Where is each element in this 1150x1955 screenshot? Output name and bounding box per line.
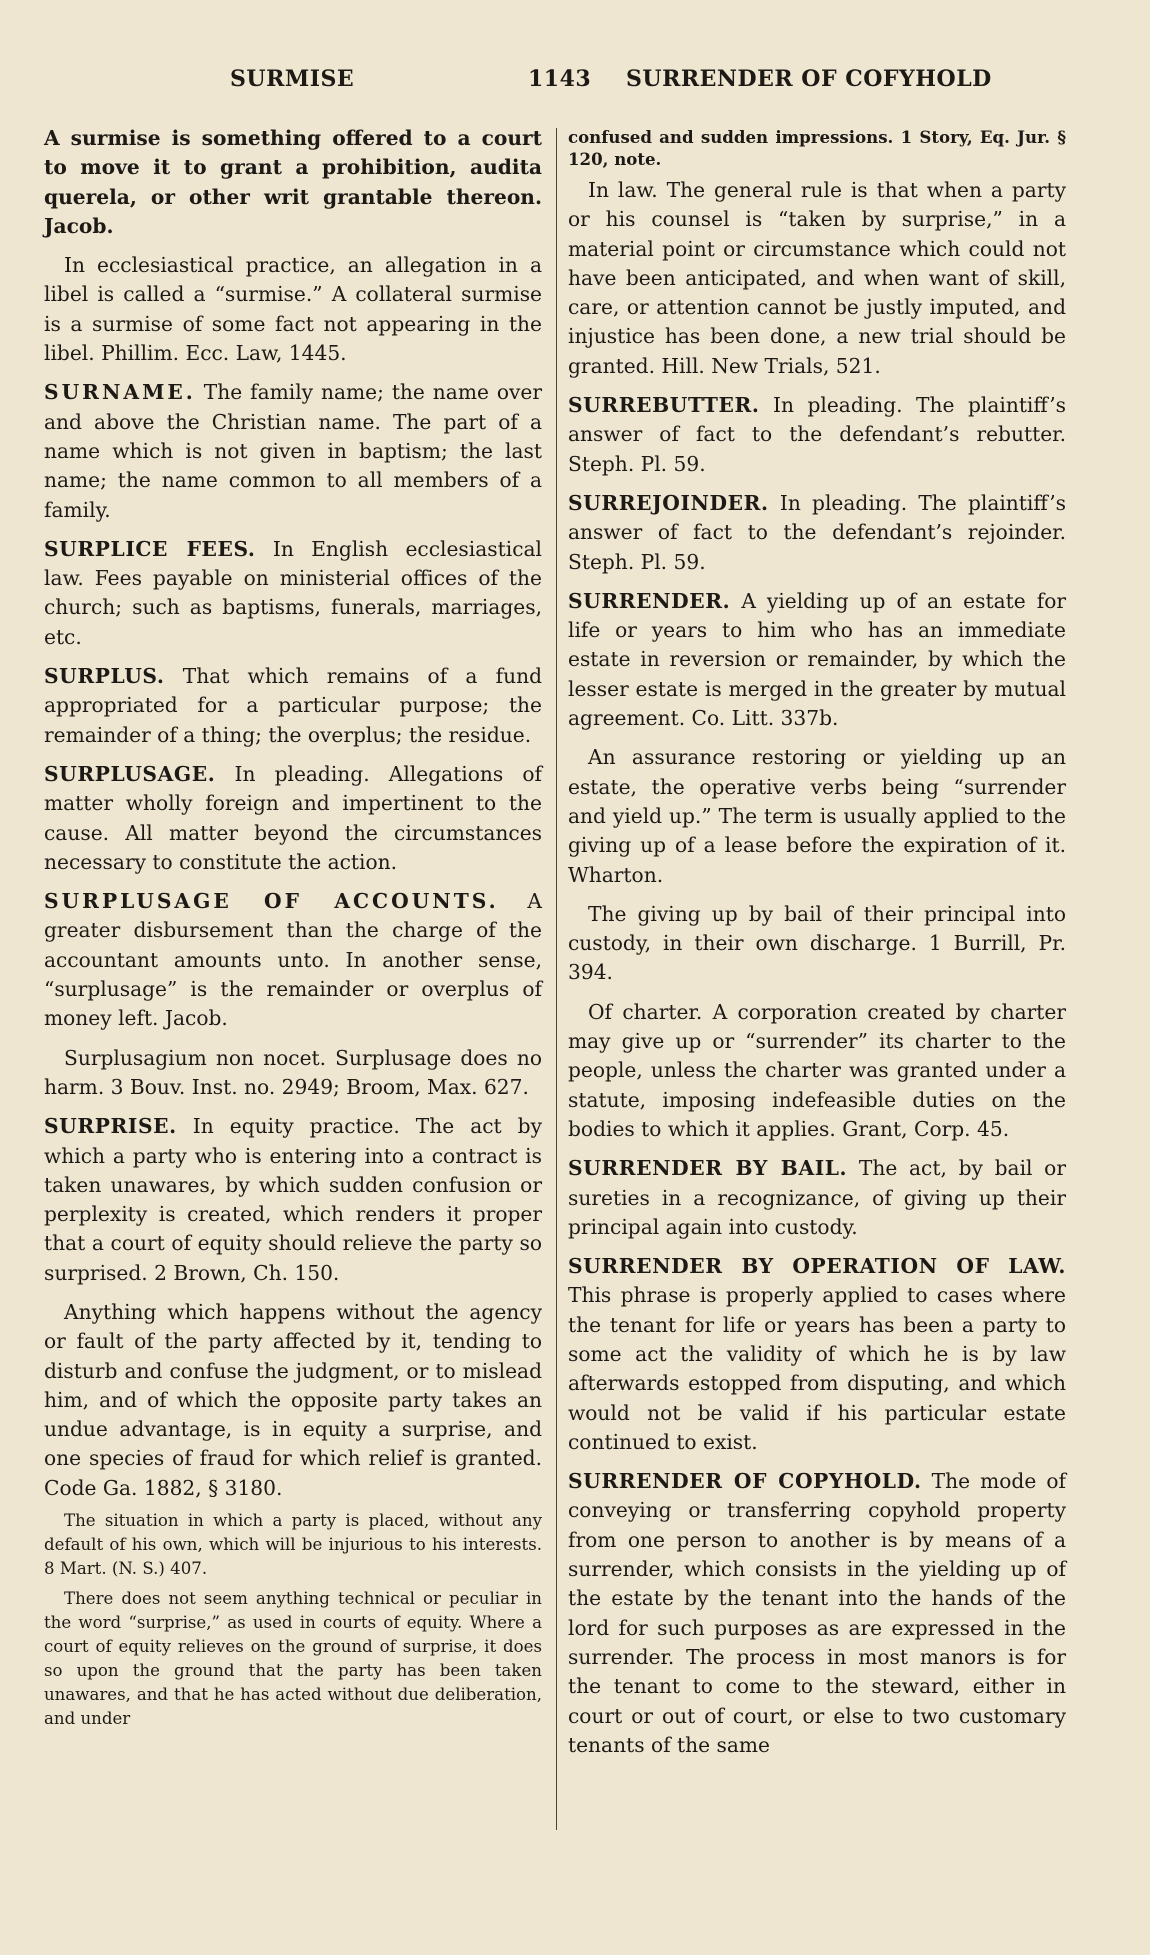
- entry-surplusage-of-accounts: [44, 887, 542, 1033]
- right-column: [568, 126, 1066, 1770]
- column-divider: [556, 128, 557, 1830]
- note-surprise-continued: confused and sudden impressions. 1 Story, Eq. Jur. § 120, note.: [568, 127, 1066, 169]
- paragraph-surprise-code-ga: Anything which happens without the agency or fault of the party affected by it, tending to disturb and confuse the judgment, or to mislead him, and of which the opposite party takes an undue advantage, is in equity a surprise, and one species of fraud for which relief is granted. Code Ga. 1882, § 3180.: [44, 1299, 542, 1500]
- entry-surmise: A surmise is something offered to a court to move it to grant a prohibition, audita querela, or other writ grantable thereon. Jacob.: [44, 126, 542, 238]
- entry-surplice-fees: [44, 535, 542, 652]
- headword-surplice-fees: SURPLICE FEES.: [44, 536, 256, 561]
- headword-surplusage-of-accounts: SURPLUSAGE OF ACCOUNTS.: [44, 889, 499, 914]
- definition-surplus: That which remains of a fund appropriated for a particular purpose; the remainder of a thing; the overplus; the residue.: [44, 664, 542, 747]
- entry-surrebutter: [568, 391, 1066, 479]
- paragraph-surmise-ecclesiastical: In ecclesiastical practice, an allegation in a libel is called a “surmise.” A collateral surmise is a surmise of some fact not appearing in the libel. Phillim. Ecc. Law, 1445.: [44, 253, 542, 366]
- entry-surplusage: [44, 760, 542, 877]
- definition-surrender-of-copyhold: The mode of conveying or transferring copyhold property from one person to another is by means of a surrender, which consists in the yielding up of the estate by the tenant into the hands of the lord for such purposes as are expressed in the surrender. The process in most manors is for the tenant to come to the steward, either in court or out of court, or else to two customary tenants of the same: [568, 1469, 1066, 1757]
- maxim-surplusagium: Surplusagium non nocet. Surplusage does no harm. 3 Bouv. Inst. no. 2949; Broom, Max. 627.: [44, 1045, 542, 1099]
- paragraph-surrender-bail: The giving up by bail of their principal into custody, in their own discharge. 1 Burrill, Pr. 394.: [568, 901, 1066, 985]
- definition-surrender: A yielding up of an estate for life or years to him who has an immediate estate in reversion or remainder, by which the lesser estate is merged in the greater by mutual agreement. Co. Litt. 337b.: [568, 588, 1066, 731]
- entry-surprise: [44, 1112, 542, 1288]
- entry-surname: [44, 378, 542, 524]
- note-surprise-situation: The situation in which a party is placed, without any default of his own, which will be injurious to his interests. 8 Mart. (N. S.) 407.: [44, 1511, 542, 1579]
- paragraph-surrender-assurance: An assurance restoring or yielding up an estate, the operative verbs being “surrender and yield up.” The term is usually applied to the giving up of a lease before the expiration of it. Wharton.: [568, 745, 1066, 887]
- headword-surrender-of-copyhold: SURRENDER OF COPYHOLD.: [568, 1469, 922, 1494]
- headword-surplus: SURPLUS.: [44, 664, 165, 689]
- headword-surrebutter: SURREBUTTER.: [568, 393, 760, 418]
- definition-surrejoinder: In pleading. The plaintiff’s answer of fact to the defendant’s rejoinder. Steph. Pl. 59.: [568, 490, 1066, 574]
- headword-surprise: SURPRISE.: [44, 1114, 177, 1139]
- paragraph-surprise-in-law: In law. The general rule is that when a party or his counsel is “taken by surprise,” in a material point or circumstance which could not have been anticipated, and when want of skill, care, or attention cannot be justly imputed, and injustice has been done, a new trial should be granted. Hill. New Trials, 521.: [568, 178, 1066, 378]
- entry-surrender: [568, 587, 1066, 733]
- entry-surrender-of-copyhold: [568, 1467, 1066, 1760]
- definition-surrender-by-bail: The act, by bail or sureties in a recognizance, of giving up their principal again into custody.: [568, 1156, 1066, 1239]
- page-header: [0, 66, 1150, 102]
- definition-surplusage: In pleading. Allegations of matter wholly foreign and impertinent to the cause. All matter beyond the circumstances necessary to constitute the action.: [44, 761, 542, 874]
- entry-surrender-by-operation-of-law: [568, 1252, 1066, 1457]
- header-right-guide-word: SURRENDER OF COFYHOLD: [626, 66, 992, 92]
- entry-surplus: [44, 662, 542, 750]
- page-number: 1143: [528, 66, 592, 92]
- definition-surname: The family name; the name over and above the Christian name. The part of a name which is not given in baptism; the last name; the name common to all members of a family.: [44, 380, 542, 522]
- headword-surname: SURNAME.: [44, 380, 196, 405]
- headword-surrender-by-operation-of-law: SURRENDER BY OPERATION OF LAW.: [568, 1254, 1066, 1279]
- header-left-guide-word: SURMISE: [230, 66, 355, 92]
- headword-surrender-by-bail: SURRENDER BY BAIL.: [568, 1156, 848, 1181]
- headword-surplusage: SURPLUSAGE.: [44, 761, 216, 786]
- headword-surrejoinder: SURREJOINDER.: [568, 490, 769, 515]
- note-surprise-equity: There does not seem anything technical or peculiar in the word “surprise,” as used in courts of equity. Where a court of equity relieves on the ground of surprise, it does so upon the ground that the party has been taken unawares, and that he has acted without due deliberation, and under: [44, 1589, 542, 1729]
- definition-surrender-by-operation-of-law: This phrase is properly applied to cases where the tenant for life or years has been a party to some act the validity of which he is by law afterwards estopped from disputing, and which would not be valid if his particular estate continued to exist.: [568, 1283, 1066, 1454]
- definition-surplusage-of-accounts: A greater disbursement than the charge of the accountant amounts unto. In another sense, “surplusage” is the remainder or overplus of money left. Jacob.: [44, 889, 543, 1031]
- paragraph-surrender-of-charter: Of charter. A corporation created by charter may give up or “surrender” its charter to the people, unless the charter was granted under a statute, imposing indefeasible duties on the bodies to which it applies. Grant, Corp. 45.: [568, 999, 1066, 1141]
- left-column: [44, 124, 542, 1731]
- entry-surrejoinder: [568, 489, 1066, 577]
- definition-surprise: In equity practice. The act by which a party who is entering into a contract is taken unawares, by which sudden confusion or perplexity is created, which renders it proper that a court of equity should relieve the party so surprised. 2 Brown, Ch. 150.: [44, 1114, 542, 1285]
- definition-surrebutter: In pleading. The plaintiff’s answer of fact to the defendant’s rebutter. Steph. Pl. 59.: [568, 393, 1066, 476]
- headword-surrender: SURRENDER.: [568, 588, 731, 613]
- definition-surplice-fees: In English ecclesiastical law. Fees payable on ministerial offices of the church; such as baptisms, funerals, marriages, etc.: [44, 536, 542, 649]
- entry-surrender-by-bail: [568, 1154, 1066, 1242]
